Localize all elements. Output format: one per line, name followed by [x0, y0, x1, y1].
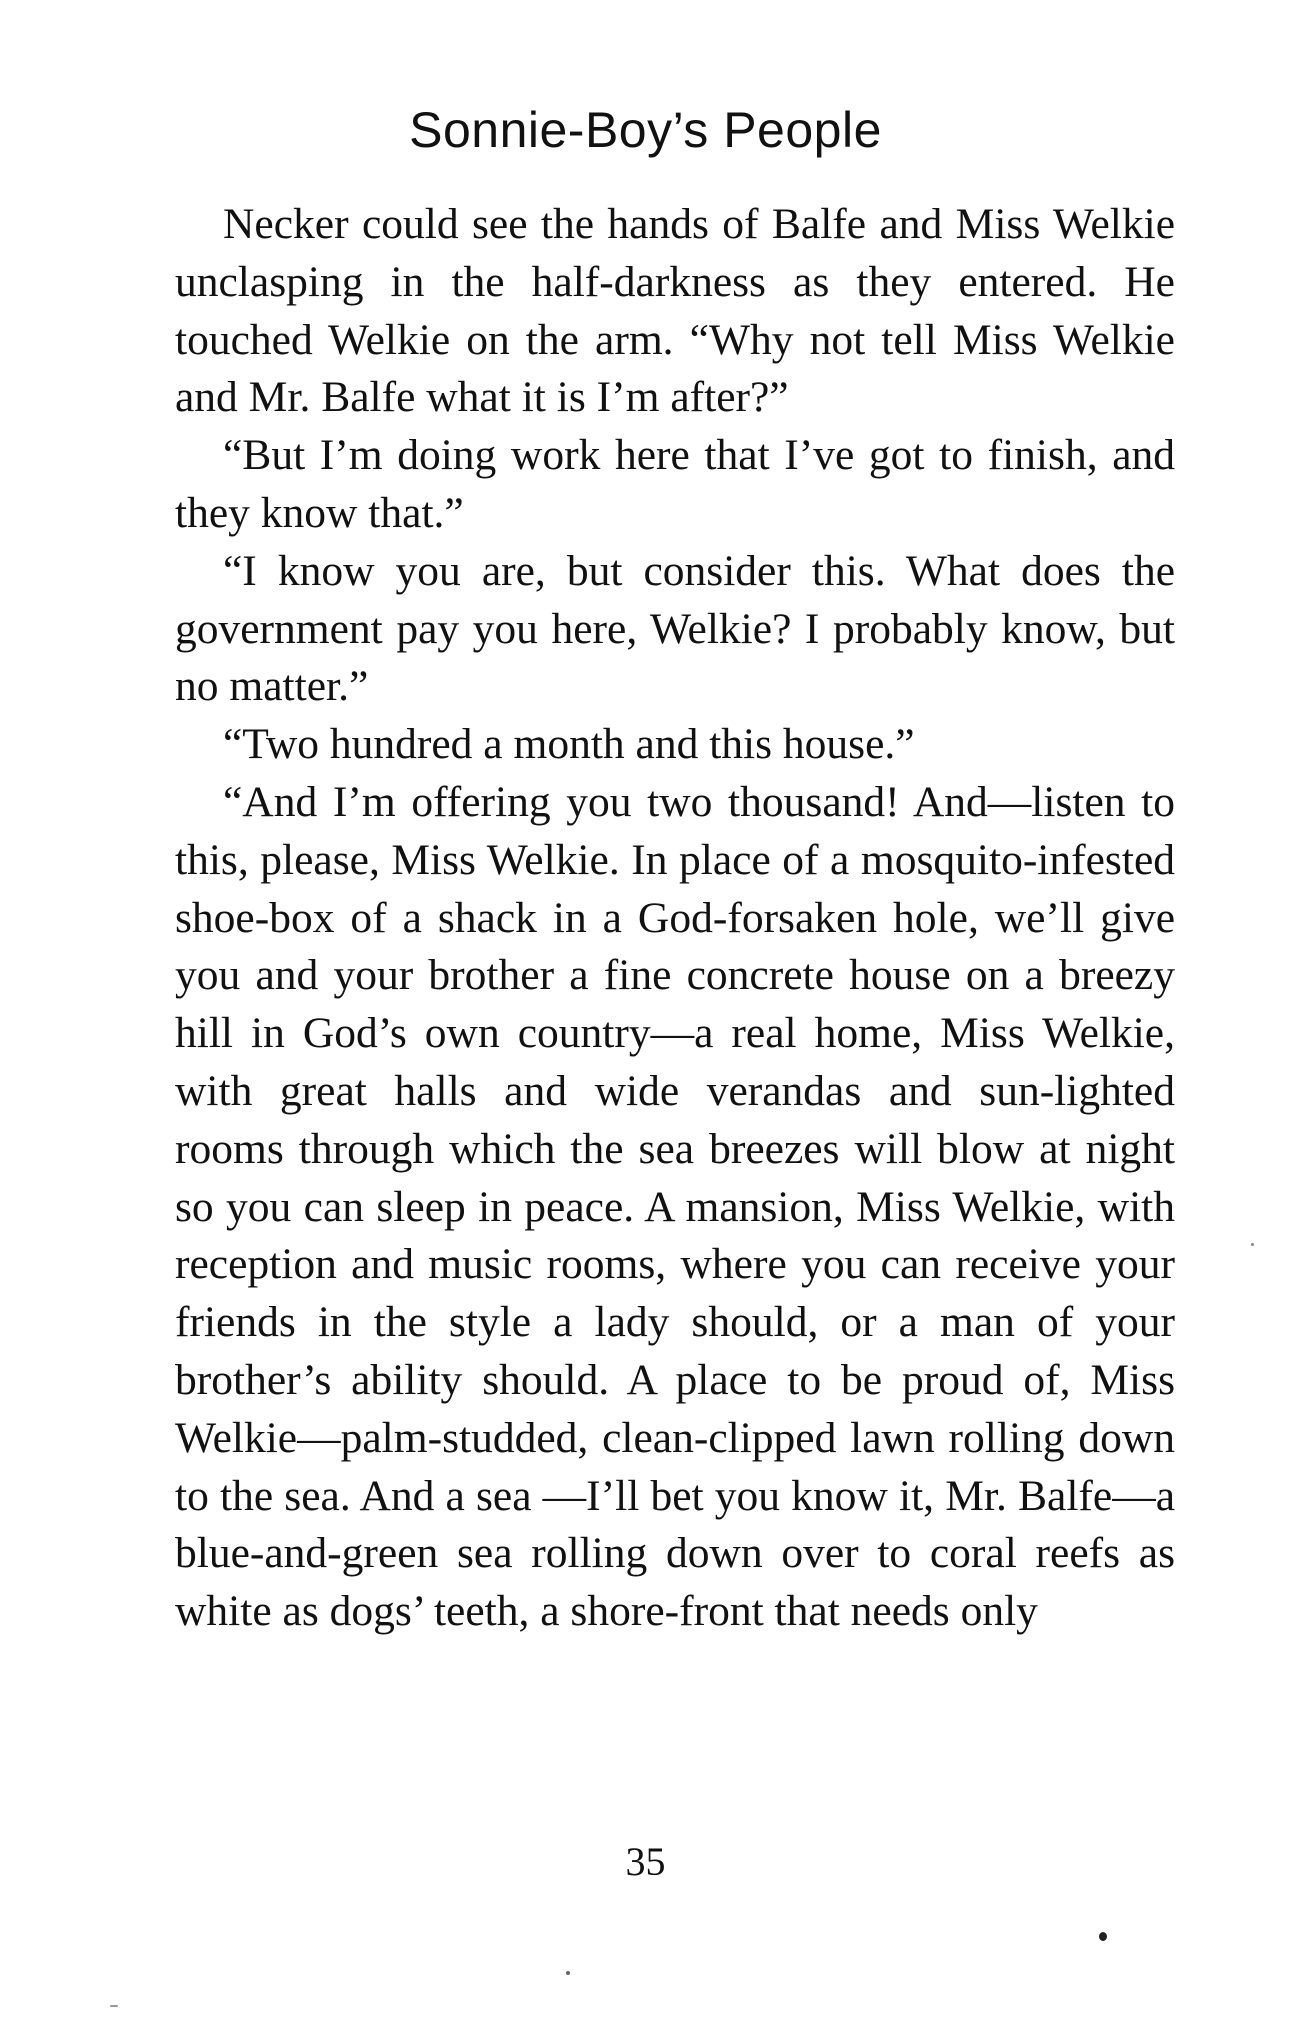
- paragraph: “I know you are, but consider this. What does the government pay you here, Welkie? I probably know, but no matter.”: [175, 546, 1175, 711]
- paragraph: Necker could see the hands of Balfe and Miss Welkie unclasping in the half-darkness as they entered. He touched Welkie on the arm. “Why not tell Miss Welkie and Mr. Balfe what it is I’m after?”: [175, 200, 1175, 422]
- ink-speck: [566, 1971, 570, 1975]
- page-number: 35: [625, 1839, 666, 1884]
- running-head: Sonnie-Boy’s People: [409, 102, 882, 158]
- ink-speck: [1099, 1932, 1107, 1941]
- paragraph: “Two hundred a month and this house.”: [223, 720, 915, 769]
- ink-speck: [1251, 1243, 1254, 1246]
- paragraph: “But I’m doing work here that I’ve got to finish, and they know that.”: [175, 431, 1175, 537]
- ink-speck: [110, 2005, 118, 2007]
- paragraph: “And I’m offering you two thousand! And—listen to this, please, Miss Welkie. In place of a mosquito-infested shoe-box of a shack in a God-forsaken hole, we’ll give you and your brother a fine concrete house on a breezy hill in God’s own country—a real home, Miss Welkie, with great halls and wide verandas and sun-lighted rooms through which the sea breezes will blow at night so you can sleep in peace. A mansion, Miss Welkie, with reception and music rooms, where you can receive your friends in the style a lady should, or a man of your brother’s ability should. A place to be proud of, Miss Welkie—palm-studded, clean-clipped lawn rolling down to the sea. And a sea —I’ll bet you know it, Mr. Balfe—a blue-and-green sea rolling down over to coral reefs as white as dogs’ teeth, a shore-front that needs only: [175, 777, 1175, 1636]
- body-text: [175, 196, 1175, 1641]
